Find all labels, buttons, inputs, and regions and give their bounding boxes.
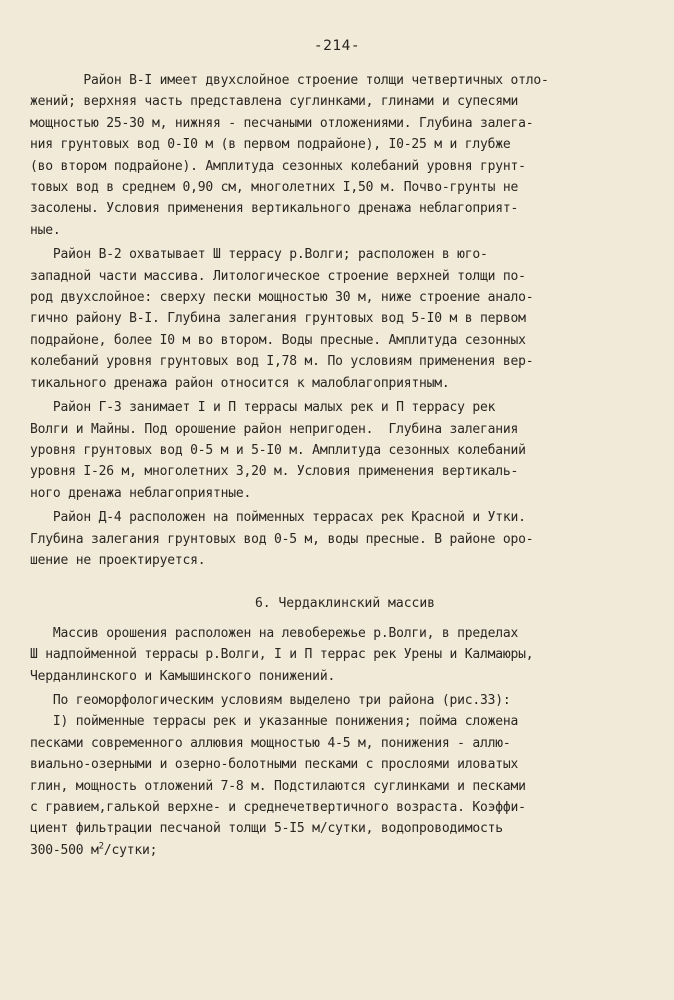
paragraph-district-g3	[30, 397, 660, 504]
text-line: Массив орошения расположен на левобережье р.Волги, в пределах	[30, 625, 519, 641]
text-line: товых вод в среднем 0,90 см, многолетних I,50 м. Почво-грунты не	[30, 180, 519, 196]
paragraph-district-v1	[30, 70, 660, 241]
text-line: засолены. Условия применения вертикального дренажа неблагоприят-	[30, 201, 519, 217]
text-line: По геоморфологическим условиям выделено три района (рис.33):	[30, 692, 511, 708]
text-line: песками современного аллювия мощностью 4-5 м, понижения - аллю-	[30, 735, 511, 751]
text-line: Глубина залегания грунтовых вод 0-5 м, воды пресные. В районе оро-	[30, 531, 534, 547]
text-line: шение не проектируется.	[30, 552, 206, 568]
text-line: Район Г-3 занимает I и П террасы малых рек и П террасу рек	[30, 400, 496, 416]
text-line: тикального дренажа район относится к малоблагоприятным.	[30, 375, 450, 391]
text-line: Волги и Майны. Под орошение район непригоден. Глубина залегания	[30, 421, 519, 437]
text-line: циент фильтрации песчаной толщи 5-I5 м/сутки, водопроводимость	[30, 821, 503, 837]
paragraph-district-v2	[30, 244, 660, 394]
text-line: Район В-2 охватывает Ш террасу р.Волги; расположен в юго-	[30, 247, 488, 263]
text-line: род двухслойное: сверху пески мощностью 30 м, ниже строение анало-	[30, 290, 534, 306]
text-line-last	[30, 840, 660, 861]
last-line-suffix: /сутки;	[103, 842, 158, 858]
text-line: колебаний уровня грунтовых вод I,78 м. По условиям применения вер-	[30, 354, 534, 370]
last-line-superscript: 2	[98, 841, 104, 852]
text-line: Район Д-4 расположен на пойменных террасах рек Красной и Утки.	[30, 510, 526, 526]
paragraph-geomorph	[30, 690, 660, 840]
paragraph-massif-intro	[30, 623, 660, 687]
text-line: уровня грунтовых вод 0-5 м и 5-I0 м. Амплитуда сезонных колебаний	[30, 442, 526, 458]
text-line: уровня I-26 м, многолетних 3,20 м. Условия применения вертикаль-	[30, 464, 519, 480]
text-line: виально-озерными и озерно-болотными песками с прослоями иловатых	[30, 757, 519, 773]
text-line: мощностью 25-30 м, нижняя - песчаными отложениями. Глубина залега-	[30, 115, 534, 131]
text-line: глин, мощность отложений 7-8 м. Подстилаются суглинками и песками	[30, 778, 526, 794]
text-line: с гравием,галькой верхне- и среднечетвертичного возраста. Коэффи-	[30, 800, 526, 815]
last-line-prefix: 300-500 м	[30, 842, 99, 858]
text-line: I) пойменные террасы рек и указанные понижения; пойма сложена	[30, 714, 519, 730]
text-line: гично району В-I. Глубина залегания грунтовых вод 5-I0 м в первом	[30, 311, 526, 327]
text-line: западной части массива. Литологическое строение верхней толщи по-	[30, 268, 526, 284]
paragraph-district-d4	[30, 507, 660, 571]
text-line: (во втором подрайоне). Амплитуда сезонных колебаний уровня грунт-	[30, 158, 526, 174]
text-line: ния грунтовых вод 0-I0 м (в первом подрайоне), I0-25 м и глубже	[30, 137, 511, 153]
section-heading: 6. Чердаклинский массив	[254, 596, 435, 612]
text-line: Ш надпойменной террасы р.Волги, I и П террас рек Урены и Калмаюры,	[30, 647, 534, 663]
text-line: жений; верхняя часть представлена суглинками, глинами и супесями	[30, 94, 519, 110]
text-body	[30, 70, 660, 861]
text-line: ные.	[30, 222, 61, 238]
text-line: Район В-I имеет двухслойное строение толщи четвертичных отло-	[30, 73, 549, 88]
text-line: подрайоне, более I0 м во втором. Воды пресные. Амплитуда сезонных	[30, 332, 526, 348]
text-line: ного дренажа неблагоприятные.	[30, 485, 252, 501]
page-number: -214-	[313, 38, 361, 54]
text-line: Черданлинского и Камышинского понижений.	[30, 668, 336, 684]
